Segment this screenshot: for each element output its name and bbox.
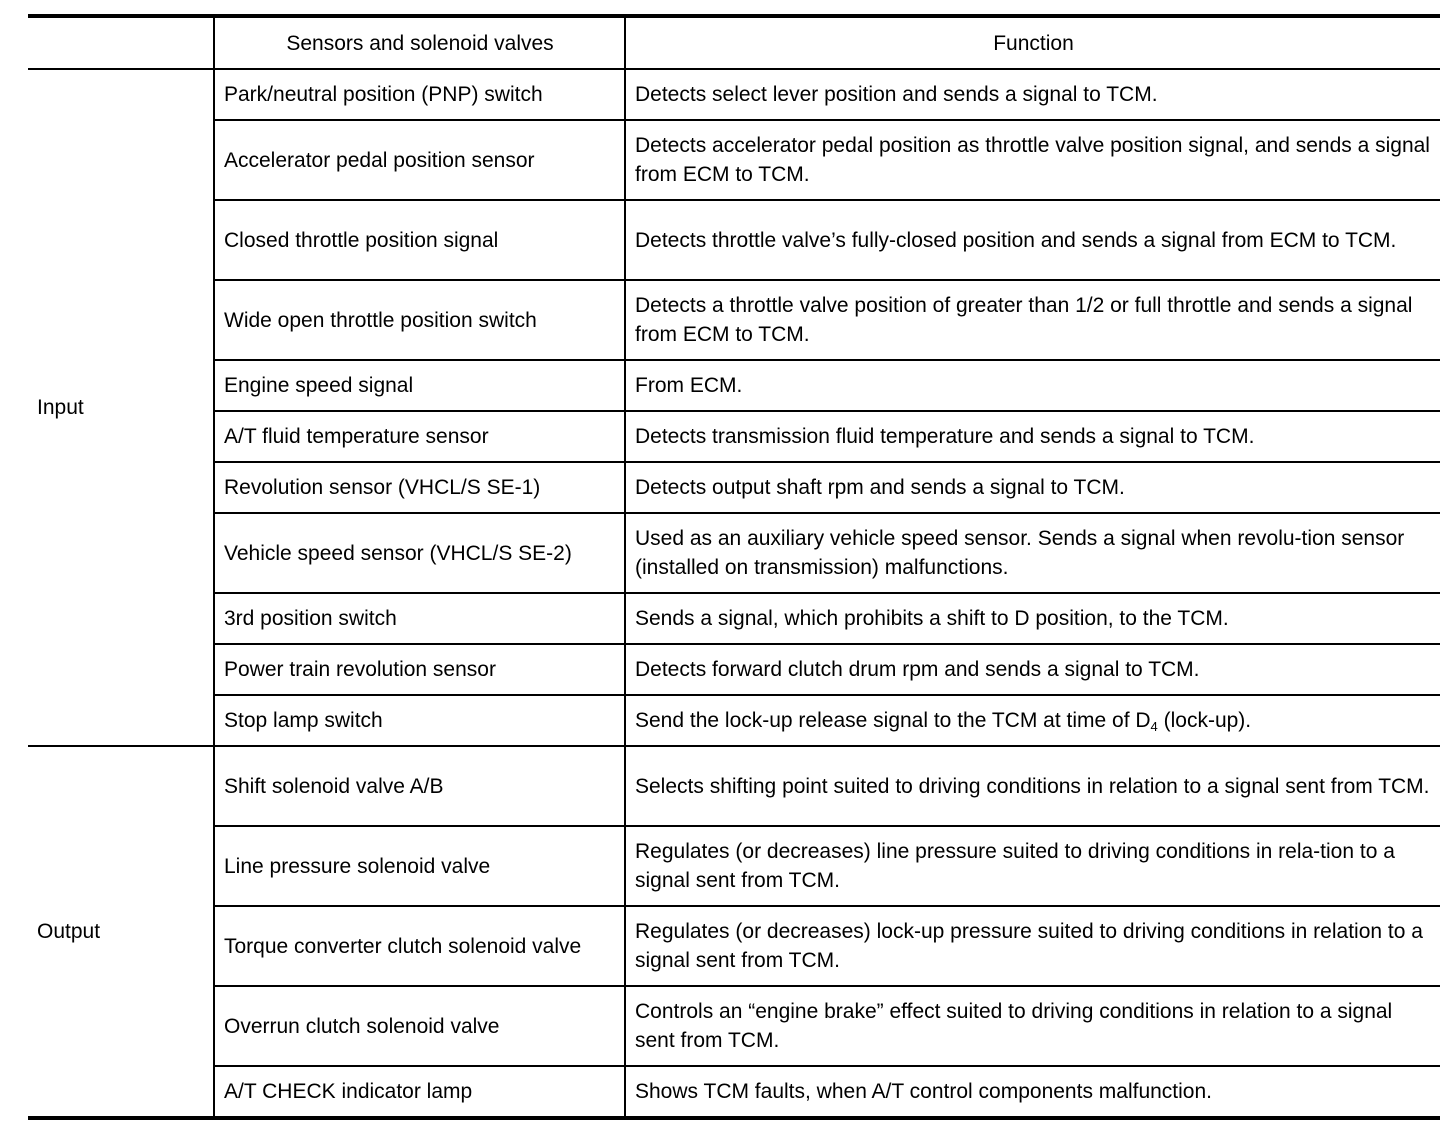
component-function: Regulates (or decreases) lock-up pressure suited to driving conditions in relation to a signal sent from TCM.	[625, 906, 1440, 986]
component-function: Shows TCM faults, when A/T control components malfunction.	[625, 1066, 1440, 1118]
table-row	[28, 280, 1440, 360]
table-row	[28, 1066, 1440, 1118]
component-name: Power train revolution sensor	[214, 644, 625, 695]
table-row	[28, 360, 1440, 411]
header-function: Function	[625, 16, 1440, 69]
sensors-function-table	[28, 14, 1440, 1120]
table-row	[28, 69, 1440, 120]
table-row	[28, 746, 1440, 826]
component-name: Accelerator pedal position sensor	[214, 120, 625, 200]
component-name: Park/neutral position (PNP) switch	[214, 69, 625, 120]
component-function: Detects accelerator pedal position as throttle valve position signal, and sends a signal from ECM to TCM.	[625, 120, 1440, 200]
component-name: A/T fluid temperature sensor	[214, 411, 625, 462]
table-row	[28, 462, 1440, 513]
table-row	[28, 120, 1440, 200]
subscript-gear: 4	[1150, 719, 1158, 734]
component-function: Used as an auxiliary vehicle speed sensor. Sends a signal when revolu-tion sensor (installed on transmission) malfunctions.	[625, 513, 1440, 593]
header-sensors: Sensors and solenoid valves	[214, 16, 625, 69]
component-function: From ECM.	[625, 360, 1440, 411]
component-name: Closed throttle position signal	[214, 200, 625, 280]
table-row	[28, 593, 1440, 644]
component-name: Revolution sensor (VHCL/S SE-1)	[214, 462, 625, 513]
component-function: Detects a throttle valve position of greater than 1/2 or full throttle and sends a signal from ECM to TCM.	[625, 280, 1440, 360]
component-function: Detects transmission fluid temperature and sends a signal to TCM.	[625, 411, 1440, 462]
group-output-label: Output	[28, 746, 214, 1118]
component-name: Torque converter clutch solenoid valve	[214, 906, 625, 986]
table-row	[28, 200, 1440, 280]
component-name: Overrun clutch solenoid valve	[214, 986, 625, 1066]
table-row	[28, 513, 1440, 593]
group-input-label: Input	[28, 69, 214, 746]
table-row	[28, 411, 1440, 462]
header-blank-cell	[28, 16, 214, 69]
function-text-end: (lock-up).	[1157, 709, 1252, 732]
component-name: Vehicle speed sensor (VHCL/S SE-2)	[214, 513, 625, 593]
component-function: Sends a signal, which prohibits a shift to D position, to the TCM.	[625, 593, 1440, 644]
table-row	[28, 644, 1440, 695]
component-function: Selects shifting point suited to driving conditions in relation to a signal sent from TCM.	[625, 746, 1440, 826]
component-function: Detects forward clutch drum rpm and sends a signal to TCM.	[625, 644, 1440, 695]
component-function: Controls an “engine brake” effect suited to driving conditions in relation to a signal sent from TCM.	[625, 986, 1440, 1066]
component-name: Engine speed signal	[214, 360, 625, 411]
table-row	[28, 986, 1440, 1066]
header-row	[28, 16, 1440, 69]
component-function: Detects select lever position and sends a signal to TCM.	[625, 69, 1440, 120]
component-function: Detects throttle valve’s fully-closed position and sends a signal from ECM to TCM.	[625, 200, 1440, 280]
component-name: Stop lamp switch	[214, 695, 625, 746]
table-row	[28, 826, 1440, 906]
component-function	[625, 695, 1440, 746]
component-name: Wide open throttle position switch	[214, 280, 625, 360]
component-name: 3rd position switch	[214, 593, 625, 644]
component-name: Shift solenoid valve A/B	[214, 746, 625, 826]
table-row	[28, 906, 1440, 986]
component-function: Detects output shaft rpm and sends a signal to TCM.	[625, 462, 1440, 513]
component-function: Regulates (or decreases) line pressure suited to driving conditions in rela-tion to a signal sent from TCM.	[625, 826, 1440, 906]
table-row	[28, 695, 1440, 746]
component-name: Line pressure solenoid valve	[214, 826, 625, 906]
function-text: Send the lock-up release signal to the TCM at time of D	[635, 709, 1151, 732]
component-name: A/T CHECK indicator lamp	[214, 1066, 625, 1118]
